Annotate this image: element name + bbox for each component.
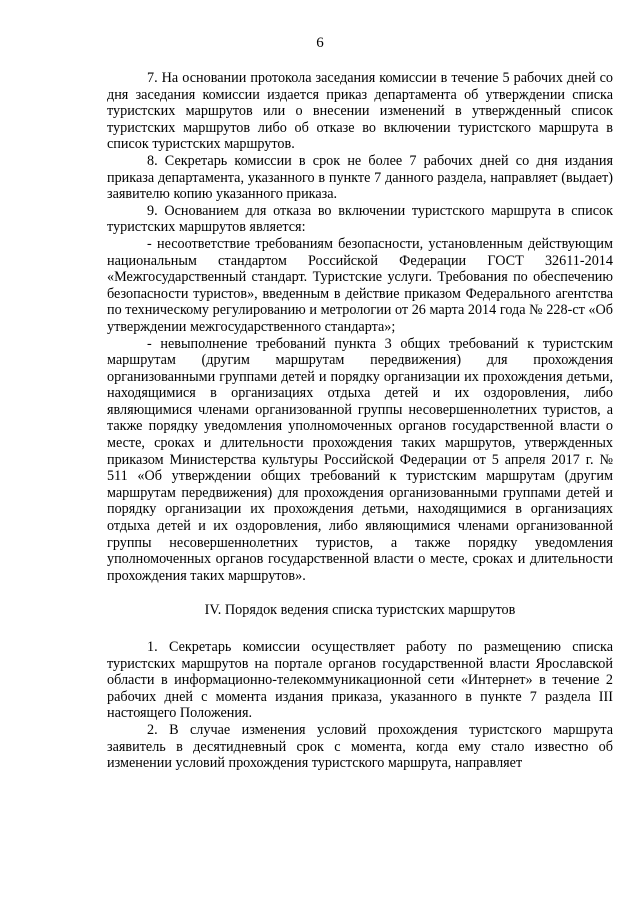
refusal-ground-general-requirements: - невыполнение требований пункта 3 общих требований к туристским маршрутам (другим маршрутам передвижения) для прохождения организованными группами детей и порядку организации их прохождения детьми, находящимися в организациях отдыха детей и их оздоровления, либо являющимися членами организованной группы несовершеннолетних туристов, а также порядку уведомления уполномоченных органов государственной власти о месте, сроках и длительности прохождения таких маршрутов, утвержденных приказом Министерства культуры Российской Федерации от 5 апреля 2017 г. № 511 «Об утверждении общих требований к туристским маршрутам (другим маршрутам передвижения) для прохождения организованными группами детей и порядку организации их прохождения детьми, находящимися в организациях отдыха детей и их оздоровления, либо являющимися членами организованной группы несовершеннолетних туристов, а также порядку уведомления уполномоченных органов государственной власти о месте, сроках и длительности прохождения таких маршрутов». [107,335,613,584]
document-body [107,70,613,772]
paragraph-9-refusal-grounds: 9. Основанием для отказа во включении туристского маршрута в список туристских маршрутов является: [107,202,613,236]
paragraph-7-order-issuance: 7. На основании протокола заседания комиссии в течение 5 рабочих дней со дня заседания комиссии издается приказ департамента об утверждении списка туристских маршрутов или о внесении изменений в утвержденный список туристских маршрутов либо об отказе во включении туристского маршрута в список туристских маршрутов. [107,70,613,153]
section-iv-paragraph-2: 2. В случае изменения условий прохождения туристского маршрута заявитель в десятидневный срок с момента, когда ему стало известно об изменении условий прохождения туристского маршрута, направляет [107,721,613,772]
section-heading-iv: IV. Порядок ведения списка туристских маршрутов [204,602,516,619]
paragraph-8-secretary-copy: 8. Секретарь комиссии в срок не более 7 рабочих дней со дня издания приказа департамента, указанного в пункте 7 данного раздела, направляет (выдает) заявителю копию указанного приказа. [107,152,613,203]
refusal-ground-safety-standard: - несоответствие требованиям безопасности, установленным действующим национальным стандартом Российской Федерации ГОСТ 32611-2014 «Межгосударственный стандарт. Туристские услуги. Требования по обеспечению безопасности туристов», введенным в действие приказом Федерального агентства по техническому регулированию и метрологии от 26 марта 2014 года № 228-ст «Об утверждении межгосударственного стандарта»; [107,235,613,335]
page-number: 6 [316,35,324,51]
section-iv-paragraph-1: 1. Секретарь комиссии осуществляет работу по размещению списка туристских маршрутов на портале органов государственной власти Ярославской области в информационно-телекоммуникационной сети «Интернет» в течение 2 рабочих дней с момента издания приказа, указанного в пункте 7 раздела III настоящего Положения. [107,639,613,722]
